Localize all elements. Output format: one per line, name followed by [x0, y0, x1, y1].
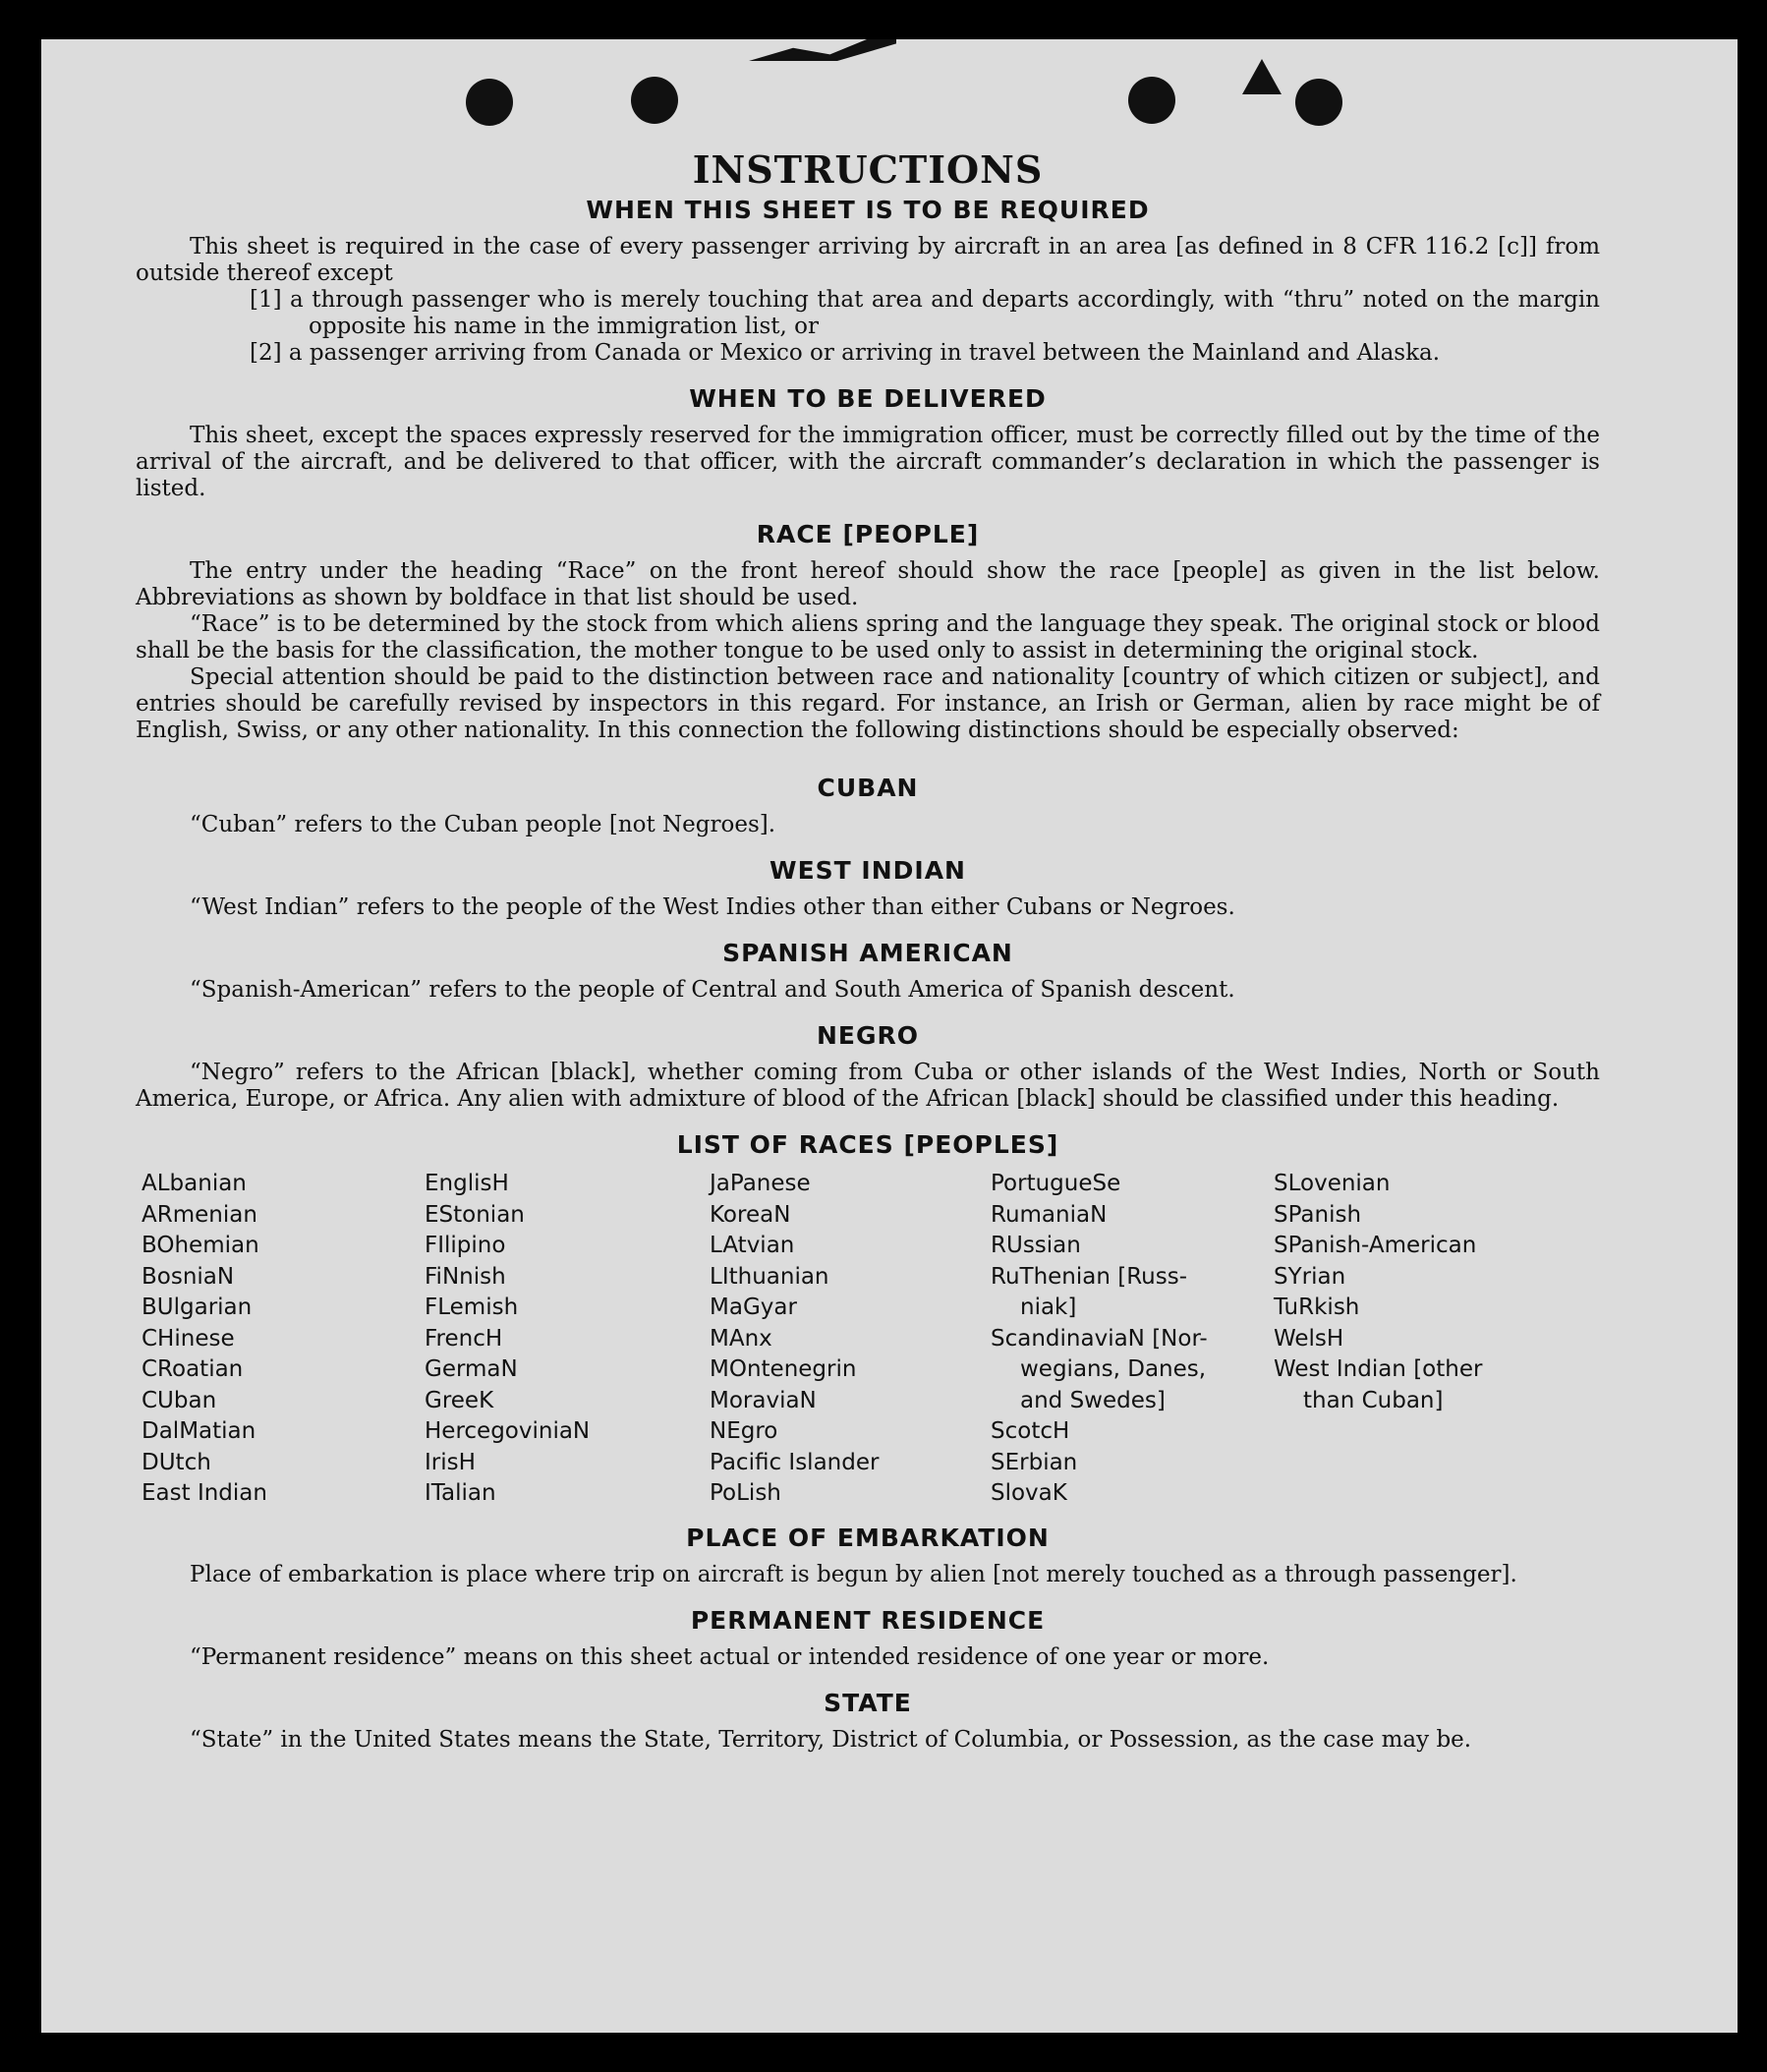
race-entry: TuRkish [1274, 1295, 1360, 1320]
punch-hole [466, 79, 513, 126]
race-entry: MAnx [710, 1325, 772, 1352]
races-column-3 [710, 1169, 991, 1510]
race-entry: RUssian [991, 1233, 1081, 1258]
heading-west-indian: WEST INDIAN [770, 856, 966, 885]
torn-edge [1242, 59, 1282, 94]
race-entry: SLovenian [1274, 1171, 1391, 1196]
heading-when-delivered: WHEN TO BE DELIVERED [689, 384, 1047, 413]
heading-embarkation: PLACE OF EMBARKATION [686, 1523, 1050, 1552]
race-entry: West Indian [other [1274, 1356, 1483, 1382]
race-entry: ScotcH [991, 1418, 1070, 1444]
heading-cuban: CUBAN [817, 774, 919, 802]
punch-hole [1128, 77, 1175, 124]
race-entry: BUlgarian [142, 1295, 253, 1320]
race-entry: EStonian [425, 1201, 525, 1228]
race-entry: SPanish-American [1274, 1233, 1477, 1258]
race-entry: NEgro [710, 1418, 778, 1444]
race-entry: ScandinaviaN [Nor- [991, 1325, 1208, 1352]
race-entry: EnglisH [425, 1171, 509, 1196]
race-entry: LIthuanian [710, 1263, 829, 1290]
residence-text: “Permanent residence” means on this sheet actual or intended residence of one year or more. [190, 1643, 1270, 1670]
race-entry: than Cuban] [1303, 1387, 1444, 1413]
race-entry: GermaN [425, 1356, 518, 1382]
race-entry: RuThenian [Russ- [991, 1263, 1188, 1290]
spanish-american-text: “Spanish-American” refers to the people of Central and South America of Spanish descent. [190, 977, 1235, 1003]
when-delivered-text: This sheet, except the spaces expressly reserved for the immigration officer, must be correctly filled out by the time of the arrival of the aircraft, and be delivered to that officer, with the aircraft commander’s declaration in which the passenger is listed. [136, 423, 1600, 501]
heading-race: RACE [PEOPLE] [756, 520, 980, 548]
instructions-content [136, 147, 1600, 1754]
races-list [142, 1169, 1600, 1510]
race-entry: GreeK [425, 1387, 494, 1413]
race-paragraph-2: “Race” is to be determined by the stock from which aliens spring and the language they speak. The original stock or blood shall be the basis for the classification, the mother tongue to be used only to assist in determining the original stock. [136, 611, 1600, 663]
race-entry: SPanish [1274, 1201, 1362, 1228]
race-entry: DUtch [142, 1449, 211, 1475]
race-entry: MOntenegrin [710, 1356, 857, 1382]
west-indian-text: “West Indian” refers to the people of the West Indies other than either Cubans or Negroes. [190, 894, 1235, 920]
when-required-item-2: [2] a passenger arriving from Canada or Mexico or arriving in travel between the Mainland and Alaska. [250, 340, 1441, 366]
race-entry: SErbian [991, 1449, 1078, 1475]
punch-hole [631, 77, 678, 124]
race-entry: WelsH [1274, 1325, 1344, 1352]
race-entry: SYrian [1274, 1263, 1346, 1290]
embarkation-text: Place of embarkation is place where trip on aircraft is begun by alien [not merely touched as a through passenger]. [190, 1561, 1517, 1587]
race-paragraph-1: The entry under the heading “Race” on the front hereof should show the race [people] as given in the list below. Abbreviations as shown by boldface in that list should be used. [136, 558, 1600, 610]
races-column-4 [991, 1169, 1274, 1510]
race-entry: PoLish [710, 1480, 781, 1506]
race-entry: FiNnish [425, 1263, 506, 1290]
when-required-item-1: [1] a through passenger who is merely touching that area and departs accordingly, with “thru” noted on the margin opposite his name in the immigration list, or [250, 287, 1600, 339]
document-page [41, 39, 1738, 2033]
heading-spanish-american: SPANISH AMERICAN [722, 939, 1013, 967]
race-entry: MaGyar [710, 1295, 797, 1320]
race-entry: LAtvian [710, 1233, 795, 1258]
race-entry: CRoatian [142, 1356, 244, 1382]
race-entry: BOhemian [142, 1233, 259, 1258]
race-entry: FLemish [425, 1295, 519, 1320]
race-entry: Pacific Islander [710, 1449, 880, 1475]
punch-hole [1295, 79, 1342, 126]
races-column-2 [425, 1169, 710, 1510]
race-paragraph-3: Special attention should be paid to the distinction between race and nationality [country of which citizen or subject], and entries should be carefully revised by inspectors in this regard. For instance, an Irish or German, alien by race might be of English, Swiss, or any other nationality. In this connection the following distinctions should be especially observed: [136, 664, 1600, 743]
when-required-intro: This sheet is required in the case of every passenger arriving by aircraft in an area [as defined in 8 CFR 116.2 [c]] from outside thereof except [136, 234, 1600, 286]
race-entry: ALbanian [142, 1171, 247, 1196]
race-entry: CUban [142, 1387, 217, 1413]
page-title: INSTRUCTIONS [692, 147, 1044, 192]
race-entry: KoreaN [710, 1201, 791, 1228]
race-entry: ARmenian [142, 1201, 257, 1228]
race-entry: FIlipino [425, 1233, 506, 1258]
race-entry: SlovaK [991, 1480, 1067, 1506]
heading-permanent-residence: PERMANENT RESIDENCE [690, 1605, 1046, 1635]
state-text: “State” in the United States means the State, Territory, District of Columbia, or Possession, as the case may be. [190, 1726, 1472, 1753]
race-entry: niak] [1020, 1295, 1077, 1320]
torn-edge [749, 39, 896, 61]
race-entry: RumaniaN [991, 1201, 1108, 1228]
heading-state: STATE [824, 1688, 912, 1717]
race-entry: East Indian [142, 1480, 267, 1506]
race-entry: DalMatian [142, 1418, 256, 1444]
race-entry: CHinese [142, 1325, 235, 1352]
negro-text: “Negro” refers to the African [black], whether coming from Cuba or other islands of the West Indies, North or South America, Europe, or Africa. Any alien with admixture of blood of the African [black] should be classified under this heading. [136, 1060, 1600, 1112]
race-entry: PortugueSe [991, 1171, 1121, 1196]
heading-list-of-races: LIST OF RACES [PEOPLES] [676, 1130, 1059, 1159]
heading-when-required: WHEN THIS SHEET IS TO BE REQUIRED [586, 196, 1150, 224]
race-entry: HercegoviniaN [425, 1418, 591, 1444]
race-entry: ITalian [425, 1480, 496, 1506]
race-entry: JaPanese [710, 1171, 811, 1196]
race-entry: BosniaN [142, 1263, 235, 1290]
race-entry: MoraviaN [710, 1387, 817, 1413]
race-entry: and Swedes] [1020, 1387, 1166, 1413]
races-column-5 [1274, 1169, 1559, 1510]
heading-negro: NEGRO [816, 1021, 920, 1050]
race-entry: wegians, Danes, [1020, 1356, 1207, 1382]
cuban-text: “Cuban” refers to the Cuban people [not Negroes]. [190, 812, 776, 837]
races-column-1 [142, 1169, 425, 1510]
race-entry: FrencH [425, 1325, 503, 1352]
race-entry: IrisH [425, 1449, 476, 1475]
